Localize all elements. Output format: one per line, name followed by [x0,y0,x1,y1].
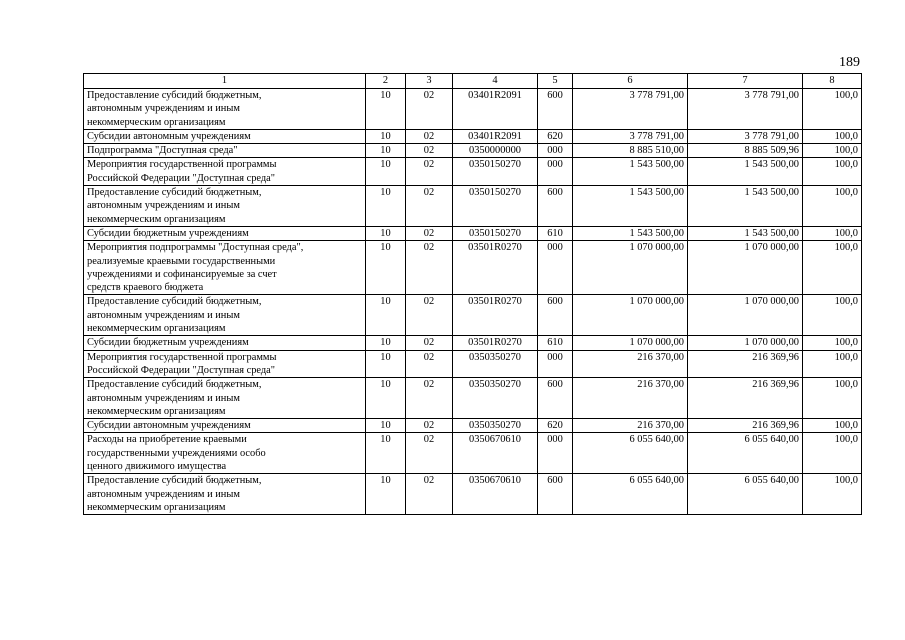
cell-col-6: 216 370,00 [573,378,688,419]
cell-col-5: 620 [538,129,573,143]
table-row [84,474,862,515]
cell-col-4: 03401R2091 [453,129,538,143]
header-col-2: 2 [366,74,406,89]
cell-col-2: 10 [366,474,406,515]
cell-col-2: 10 [366,433,406,474]
cell-col-7: 1 070 000,00 [688,295,803,336]
cell-col-5: 600 [538,295,573,336]
row-name-cell [84,144,366,158]
cell-col-4: 0350150270 [453,186,538,227]
table-row [84,350,862,378]
row-name-cell [84,186,366,227]
cell-col-2: 10 [366,419,406,433]
cell-col-3: 02 [406,186,453,227]
cell-col-5: 000 [538,350,573,378]
cell-col-8: 100,0 [803,419,862,433]
cell-col-6: 1 070 000,00 [573,336,688,350]
table-row [84,158,862,186]
cell-col-6: 6 055 640,00 [573,433,688,474]
cell-col-8: 100,0 [803,474,862,515]
row-name-line: автономным учреждениям и иным [87,309,240,321]
cell-col-2: 10 [366,158,406,186]
cell-col-4: 0350150270 [453,158,538,186]
row-name-cell [84,433,366,474]
table-row [84,144,862,158]
cell-col-6: 3 778 791,00 [573,129,688,143]
cell-col-2: 10 [366,89,406,130]
cell-col-4: 0350350270 [453,419,538,433]
row-name-line: Предоставление субсидий бюджетным, [87,296,262,308]
cell-col-7: 1 070 000,00 [688,241,803,295]
cell-col-2: 10 [366,336,406,350]
row-name-line: некоммерческим организациям [87,213,226,225]
cell-col-7: 3 778 791,00 [688,89,803,130]
row-name-line: Российской Федерации "Доступная среда" [87,172,275,184]
cell-col-6: 6 055 640,00 [573,474,688,515]
cell-col-8: 100,0 [803,186,862,227]
cell-col-7: 6 055 640,00 [688,433,803,474]
cell-col-8: 100,0 [803,378,862,419]
cell-col-6: 1 543 500,00 [573,186,688,227]
cell-col-6: 216 370,00 [573,350,688,378]
cell-col-7: 1 543 500,00 [688,186,803,227]
cell-col-7: 6 055 640,00 [688,474,803,515]
cell-col-4: 03501R0270 [453,241,538,295]
table-body [84,89,862,515]
row-name-line: средств краевого бюджета [87,282,204,294]
row-name-cell [84,378,366,419]
row-name-cell [84,89,366,130]
cell-col-7: 1 070 000,00 [688,336,803,350]
table-row [84,186,862,227]
row-name-line: учреждениями и софинансируемые за счет [87,268,277,280]
header-row [84,74,862,89]
cell-col-4: 03401R2091 [453,89,538,130]
budget-table [83,73,862,515]
cell-col-2: 10 [366,295,406,336]
header-col-5: 5 [538,74,573,89]
page-number: 189 [839,55,860,70]
cell-col-5: 610 [538,226,573,240]
cell-col-2: 10 [366,350,406,378]
cell-col-8: 100,0 [803,350,862,378]
cell-col-8: 100,0 [803,129,862,143]
row-name-line: Российской Федерации "Доступная среда" [87,364,275,376]
cell-col-3: 02 [406,419,453,433]
row-name-line: Субсидии бюджетным учреждениям [87,337,249,349]
row-name-line: государственными учреждениями особо [87,447,266,459]
cell-col-4: 0350150270 [453,226,538,240]
cell-col-6: 8 885 510,00 [573,144,688,158]
cell-col-7: 216 369,96 [688,378,803,419]
cell-col-3: 02 [406,378,453,419]
table-row [84,419,862,433]
cell-col-8: 100,0 [803,158,862,186]
row-name-cell [84,158,366,186]
table-row [84,89,862,130]
cell-col-5: 620 [538,419,573,433]
row-name-line: Мероприятия государственной программы [87,351,277,363]
cell-col-7: 8 885 509,96 [688,144,803,158]
header-col-3: 3 [406,74,453,89]
cell-col-6: 3 778 791,00 [573,89,688,130]
row-name-line: автономным учреждениям и иным [87,392,240,404]
cell-col-6: 1 543 500,00 [573,226,688,240]
row-name-line: Субсидии автономным учреждениям [87,130,251,142]
table-row [84,226,862,240]
cell-col-5: 600 [538,378,573,419]
cell-col-8: 100,0 [803,295,862,336]
table-row [84,295,862,336]
cell-col-5: 000 [538,433,573,474]
cell-col-5: 600 [538,186,573,227]
row-name-line: Мероприятия подпрограммы "Доступная среда", [87,242,304,254]
row-name-line: некоммерческим организациям [87,116,226,128]
row-name-line: некоммерческим организациям [87,501,226,513]
cell-col-5: 000 [538,144,573,158]
row-name-line: автономным учреждениям и иным [87,488,240,500]
cell-col-7: 216 369,96 [688,419,803,433]
row-name-cell [84,350,366,378]
row-name-cell [84,419,366,433]
table-row [84,129,862,143]
cell-col-5: 600 [538,89,573,130]
cell-col-3: 02 [406,144,453,158]
cell-col-8: 100,0 [803,433,862,474]
cell-col-6: 1 070 000,00 [573,241,688,295]
cell-col-5: 000 [538,241,573,295]
cell-col-3: 02 [406,158,453,186]
cell-col-7: 216 369,96 [688,350,803,378]
cell-col-7: 1 543 500,00 [688,158,803,186]
cell-col-5: 610 [538,336,573,350]
cell-col-8: 100,0 [803,336,862,350]
row-name-line: некоммерческим организациям [87,323,226,335]
cell-col-4: 0350670610 [453,474,538,515]
cell-col-3: 02 [406,336,453,350]
cell-col-5: 000 [538,158,573,186]
cell-col-2: 10 [366,241,406,295]
cell-col-8: 100,0 [803,89,862,130]
cell-col-3: 02 [406,433,453,474]
cell-col-6: 1 070 000,00 [573,295,688,336]
row-name-line: Предоставление субсидий бюджетным, [87,379,262,391]
cell-col-4: 0350350270 [453,350,538,378]
row-name-cell [84,226,366,240]
row-name-cell [84,129,366,143]
row-name-cell [84,474,366,515]
cell-col-8: 100,0 [803,144,862,158]
cell-col-3: 02 [406,350,453,378]
row-name-line: Подпрограмма "Доступная среда" [87,145,238,157]
header-col-7: 7 [688,74,803,89]
row-name-line: Субсидии автономным учреждениям [87,420,251,432]
cell-col-4: 03501R0270 [453,336,538,350]
cell-col-6: 216 370,00 [573,419,688,433]
row-name-cell [84,336,366,350]
cell-col-2: 10 [366,226,406,240]
row-name-line: Предоставление субсидий бюджетным, [87,90,262,101]
row-name-line: ценного движимого имущества [87,461,227,473]
cell-col-7: 1 543 500,00 [688,226,803,240]
cell-col-5: 600 [538,474,573,515]
table-row [84,241,862,295]
cell-col-6: 1 543 500,00 [573,158,688,186]
table-row [84,378,862,419]
cell-col-4: 0350670610 [453,433,538,474]
cell-col-3: 02 [406,89,453,130]
cell-col-3: 02 [406,474,453,515]
row-name-line: Предоставление субсидий бюджетным, [87,187,262,199]
row-name-line: автономным учреждениям и иным [87,200,240,212]
header-col-6: 6 [573,74,688,89]
row-name-line: Расходы на приобретение краевыми [87,434,247,446]
row-name-cell [84,295,366,336]
header-col-1: 1 [84,74,366,89]
cell-col-2: 10 [366,378,406,419]
cell-col-3: 02 [406,129,453,143]
cell-col-3: 02 [406,241,453,295]
row-name-line: Субсидии бюджетным учреждениям [87,227,249,239]
cell-col-4: 0350350270 [453,378,538,419]
table-row [84,433,862,474]
cell-col-4: 03501R0270 [453,295,538,336]
cell-col-2: 10 [366,186,406,227]
cell-col-8: 100,0 [803,226,862,240]
table-row [84,336,862,350]
row-name-line: Предоставление субсидий бюджетным, [87,475,262,487]
row-name-line: автономным учреждениям и иным [87,103,240,115]
cell-col-4: 0350000000 [453,144,538,158]
row-name-line: реализуемые краевыми государственными [87,255,276,267]
cell-col-8: 100,0 [803,241,862,295]
cell-col-2: 10 [366,129,406,143]
row-name-line: некоммерческим организациям [87,405,226,417]
header-col-8: 8 [803,74,862,89]
header-col-4: 4 [453,74,538,89]
cell-col-3: 02 [406,226,453,240]
cell-col-3: 02 [406,295,453,336]
row-name-cell [84,241,366,295]
row-name-line: Мероприятия государственной программы [87,159,277,171]
cell-col-7: 3 778 791,00 [688,129,803,143]
cell-col-2: 10 [366,144,406,158]
